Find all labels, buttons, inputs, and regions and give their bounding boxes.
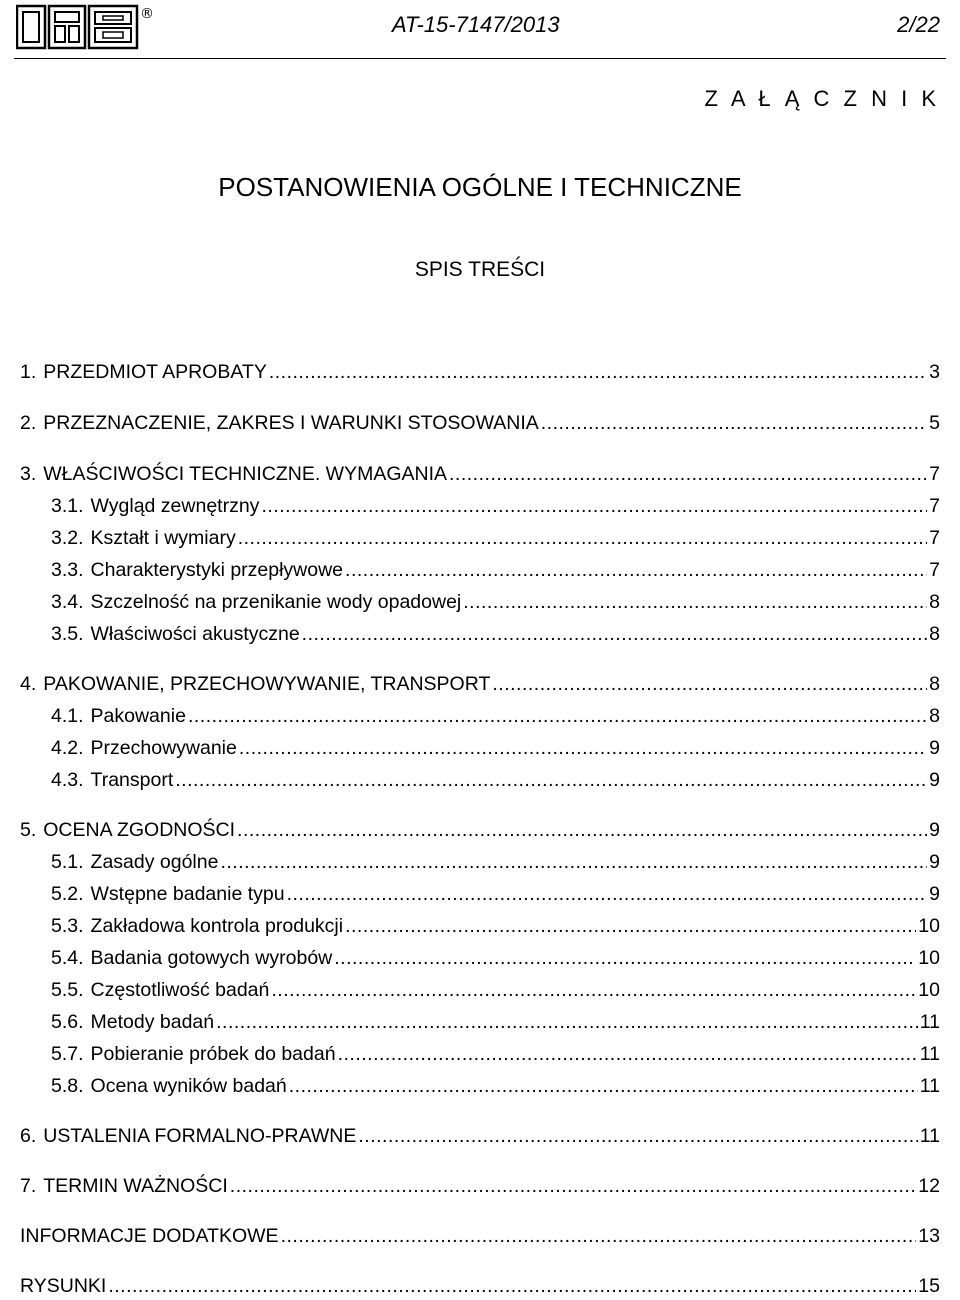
toc-entry-number: 5.2. (51, 883, 84, 905)
toc-entry-title: WŁAŚCIWOŚCI TECHNICZNE. WYMAGANIA (43, 463, 448, 485)
toc-dot-leader (271, 976, 916, 1004)
toc-dot-leader (345, 556, 927, 584)
toc-entry[interactable] (51, 848, 940, 876)
toc-dot-leader (269, 358, 927, 386)
toc-entry-number: 4.2. (51, 737, 84, 759)
toc-entry[interactable] (20, 1172, 940, 1200)
toc-entry-number: 3.3. (51, 559, 84, 581)
itb-logo-icon (16, 2, 156, 50)
toc-entry-title: TERMIN WAŻNOŚCI (43, 1175, 228, 1197)
toc-entry-page: 10 (918, 979, 940, 1001)
toc-entry-page: 8 (929, 591, 940, 613)
toc-entry-page: 12 (918, 1175, 940, 1197)
toc-dot-leader (220, 848, 927, 876)
toc-entry-title: Pakowanie (90, 705, 186, 727)
toc-dot-leader (302, 620, 927, 648)
toc-dot-leader (108, 1272, 916, 1300)
toc-entry[interactable] (51, 588, 940, 616)
toc-dot-leader (449, 460, 927, 488)
toc-entry-title: OCENA ZGODNOŚCI (43, 819, 236, 841)
toc-entry-page: 3 (929, 361, 940, 383)
toc-entry-title: PRZEZNACZENIE, ZAKRES I WARUNKI STOSOWANIA (43, 412, 539, 434)
toc-entry-number: 5.5. (51, 979, 84, 1001)
toc-entry-number: 5.8. (51, 1075, 84, 1097)
toc-entry-title: Transport (90, 769, 174, 791)
toc-entry-number: 7. (20, 1175, 37, 1197)
toc-entry-title: Wstępne badanie typu (90, 883, 285, 905)
annex-label: Z A Ł Ą C Z N I K (704, 86, 940, 111)
toc-dot-leader (492, 670, 927, 698)
toc-dot-leader (238, 524, 927, 552)
toc-dot-leader (289, 1072, 918, 1100)
toc-dot-leader (237, 816, 927, 844)
page-number: 2/22 (897, 12, 940, 37)
toc-entry-title: Badania gotowych wyrobów (90, 947, 333, 969)
toc-entry-title: Właściwości akustyczne (90, 623, 300, 645)
toc-dot-leader (287, 880, 928, 908)
toc-entry[interactable] (20, 670, 940, 698)
toc-dot-leader (281, 1222, 917, 1250)
toc-entry[interactable] (20, 816, 940, 844)
registered-mark: ® (140, 6, 154, 22)
toc-entry[interactable] (51, 912, 940, 940)
toc-entry-number: 3.5. (51, 623, 84, 645)
toc-entry-page: 11 (919, 1075, 940, 1097)
toc-entry-page: 5 (929, 412, 940, 434)
toc-heading: SPIS TREŚCI (414, 258, 546, 281)
toc-entry-page: 7 (929, 463, 940, 485)
toc-entry[interactable] (20, 460, 940, 488)
toc-entry[interactable] (51, 492, 940, 520)
header-divider (14, 58, 946, 59)
toc-dot-leader (334, 944, 916, 972)
toc-entry-page: 9 (929, 737, 940, 759)
toc-entry-page: 8 (929, 705, 940, 727)
toc-entry-title: Zakładowa kontrola produkcji (90, 915, 344, 937)
toc-entry-page: 11 (919, 1125, 940, 1147)
toc-dot-leader (175, 766, 927, 794)
toc-entry-title: Szczelność na przenikanie wody opadowej (90, 591, 462, 613)
toc-entry-title: Zasady ogólne (90, 851, 219, 873)
toc-entry-page: 9 (929, 819, 940, 841)
toc-entry[interactable] (51, 556, 940, 584)
toc-entry-number: 5.4. (51, 947, 84, 969)
toc-dot-leader (188, 702, 927, 730)
toc-entry-page: 15 (918, 1275, 940, 1297)
toc-entry-page: 9 (929, 769, 940, 791)
toc-entry-title: Metody badań (90, 1011, 215, 1033)
toc-entry-number: 3.2. (51, 527, 84, 549)
toc-entry-number: 3.1. (51, 495, 84, 517)
toc-entry-page: 8 (929, 623, 940, 645)
toc-dot-leader (358, 1122, 917, 1150)
toc-entry[interactable] (51, 1040, 940, 1068)
toc-entry-title: INFORMACJE DODATKOWE (20, 1225, 279, 1247)
toc-entry-number: 5.1. (51, 851, 84, 873)
toc-entry-page: 8 (929, 673, 940, 695)
toc-entry-number: 2. (20, 412, 37, 434)
toc-entry-number: 5. (20, 819, 37, 841)
toc-entry-number: 6. (20, 1125, 37, 1147)
toc-entry-number: 3. (20, 463, 37, 485)
toc-entry-number: 4.1. (51, 705, 84, 727)
toc-entry[interactable] (51, 524, 940, 552)
toc-entry[interactable] (20, 1272, 940, 1300)
toc-entry-page: 11 (919, 1011, 940, 1033)
toc-entry-page: 10 (918, 947, 940, 969)
toc-entry[interactable] (51, 620, 940, 648)
toc-entry-title: Przechowywanie (90, 737, 237, 759)
toc-dot-leader (239, 734, 927, 762)
toc-entry-number: 3.4. (51, 591, 84, 613)
toc-dot-leader (338, 1040, 918, 1068)
page-header (0, 0, 960, 62)
toc-entry-title: PRZEDMIOT APROBATY (43, 361, 267, 383)
toc-entry[interactable] (51, 766, 940, 794)
toc-entry-title: RYSUNKI (20, 1275, 107, 1297)
toc-entry-title: Częstotliwość badań (90, 979, 270, 1001)
toc-entry[interactable] (20, 409, 940, 437)
toc-entry-page: 13 (918, 1225, 940, 1247)
toc-entry-number: 5.6. (51, 1011, 84, 1033)
toc-entry-title: Ocena wyników badań (90, 1075, 287, 1097)
toc-entry-page: 11 (919, 1043, 940, 1065)
toc-entry[interactable] (51, 944, 940, 972)
toc-entry[interactable] (20, 1122, 940, 1150)
toc-entry[interactable] (51, 702, 940, 730)
toc-entry-title: Wygląd zewnętrzny (90, 495, 260, 517)
toc-entry-title: Charakterystyki przepływowe (90, 559, 344, 581)
toc-entry-page: 7 (929, 495, 940, 517)
toc-entry-page: 9 (929, 851, 940, 873)
toc-entry[interactable] (51, 1008, 940, 1036)
toc-dot-leader (261, 492, 927, 520)
toc-entry-title: Pobieranie próbek do badań (90, 1043, 336, 1065)
toc-entry-number: 4. (20, 673, 37, 695)
toc-entry-number: 1. (20, 361, 37, 383)
toc-entry-page: 7 (929, 527, 940, 549)
toc-entry-title: Kształt i wymiary (90, 527, 236, 549)
toc-dot-leader (230, 1172, 917, 1200)
toc-dot-leader (216, 1008, 918, 1036)
toc-entry[interactable] (51, 880, 940, 908)
toc-dot-leader (463, 588, 927, 616)
toc-entry[interactable] (20, 1222, 940, 1250)
toc-entry[interactable] (51, 976, 940, 1004)
toc-entry-title: USTALENIA FORMALNO-PRAWNE (43, 1125, 357, 1147)
toc-entry-number: 5.7. (51, 1043, 84, 1065)
toc-entry[interactable] (51, 734, 940, 762)
toc-entry-number: 4.3. (51, 769, 84, 791)
toc-entry-page: 7 (929, 559, 940, 581)
toc-entry-page: 10 (918, 915, 940, 937)
page-title: POSTANOWIENIA OGÓLNE I TECHNICZNE (218, 172, 742, 202)
toc-entry[interactable] (20, 358, 940, 386)
toc-entry-title: PAKOWANIE, PRZECHOWYWANIE, TRANSPORT (43, 673, 491, 695)
toc-entry-number: 5.3. (51, 915, 84, 937)
toc-dot-leader (345, 912, 916, 940)
toc-dot-leader (541, 409, 927, 437)
toc-entry[interactable] (51, 1072, 940, 1100)
document-id: AT-15-7147/2013 (392, 12, 560, 37)
toc-entry-page: 9 (929, 883, 940, 905)
